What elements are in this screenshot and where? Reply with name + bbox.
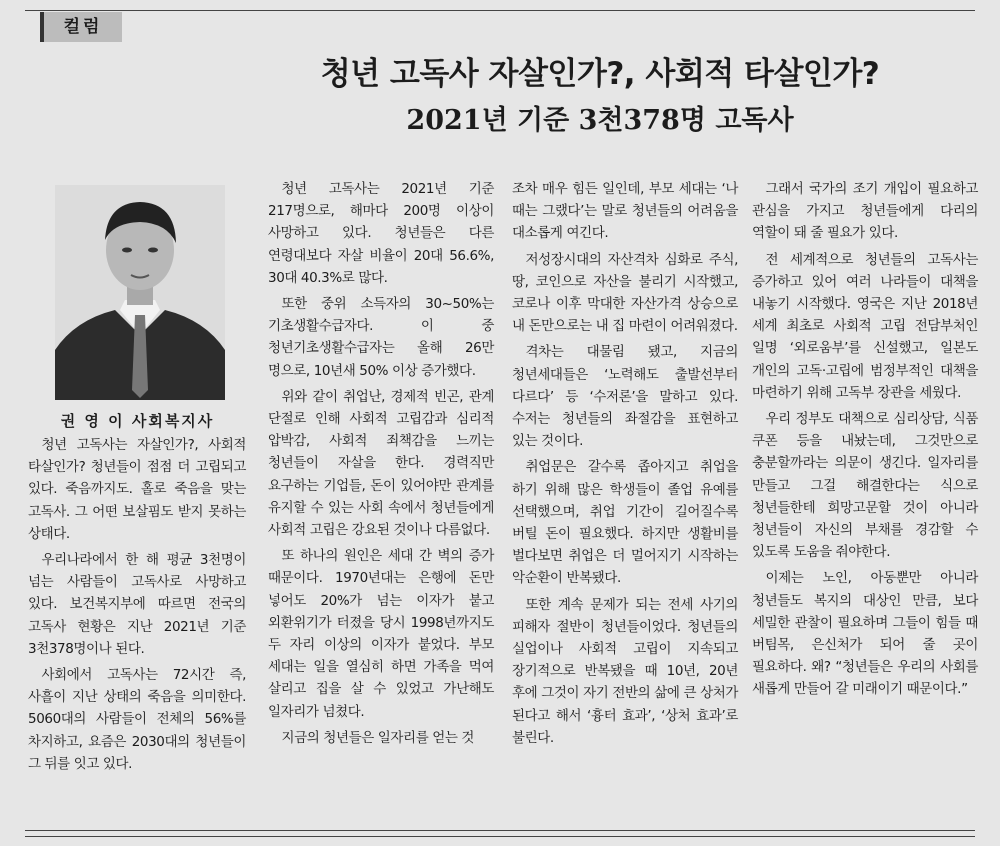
subheadline: 2021년 기준 3천378명 고독사: [406, 105, 794, 136]
paragraph: 또한 계속 문제가 되는 전세 사기의 피해자 절반이 청년들이었다. 청년들의 실업이나 사회적 고립이 지속되고 장기적으로 반복됐을 때 10년, 20년 후에 그것이 자기 전반의 삶에 큰 상처가 된다고 해서 ‘흉터 효과’, ‘상처 효과’로 불린다.: [512, 596, 738, 746]
article-column-3: [512, 178, 738, 753]
author-photo: [55, 185, 225, 400]
paragraph: 이제는 노인, 아동뿐만 아니라 청년들도 복지의 대상인 만큼, 보다 세밀한 관찰이 필요하며 그들이 힘들 때 버팀목, 은신처가 되어 줄 곳이 필요하다. 왜? “청년들은 우리의 사회를 새롭게 만들어 갈 미래이기 때문이다.”: [752, 570, 978, 698]
article-column-1: [28, 434, 246, 779]
paragraph: 우리 정부도 대책으로 심리상담, 식품 쿠폰 등을 내놨는데, 그것만으로 충분할까라는 의문이 생긴다. 일자리를 만들고 그걸 해결한다는 식으로 청년들한테 희망고문할 것이 아니라 청년들이 자신의 부채를 경감할 수 있도록 도움을 줘야한다.: [752, 411, 978, 561]
paragraph: 또한 중위 소득자의 30~50%는 기초생활수급자다. 이 중 청년기초생활수급자는 올해 26만 명으로, 10년새 50% 이상 증가했다.: [268, 296, 494, 379]
paragraph: 위와 같이 취업난, 경제적 빈곤, 관계 단절로 인해 사회적 고립감과 심리적 압박감, 사회적 죄책감을 느끼는 청년들이 자살을 한다. 경력직만 요구하는 기업들, 돈이 있어야만 관계를 유지할 수 있는 사회 속에서 청년들에게 사회적 고립은 강요된 것이나 다름없다.: [268, 388, 494, 539]
paragraph: 청년 고독사는 자살인가?, 사회적 타살인가? 청년들이 점점 더 고립되고 있다. 죽음까지도. 홀로 죽음을 맞는 고독사. 그 어떤 보살핌도 받지 못하는 상태다.: [28, 437, 246, 542]
section-label: 컬럼: [40, 12, 122, 42]
article-column-2: [268, 178, 494, 753]
bottom-rule: [25, 836, 975, 837]
top-rule: [25, 10, 975, 11]
paragraph: 우리나라에서 한 해 평균 3천명이 넘는 사람들이 고독사로 사망하고 있다. 보건복지부에 따르면 전국의 고독사 현황은 지난 2021년 기준 3천378명이나 된다.: [28, 552, 246, 657]
author-portrait-image: [55, 185, 225, 400]
paragraph: 지금의 청년들은 일자리를 얻는 것: [281, 729, 475, 746]
bottom-rule: [25, 830, 975, 831]
paragraph: 청년 고독사는 2021년 기준 217명으로, 해마다 200명 이상이 사망하고 있다. 청년들은 다른 연령대보다 자살 비율이 20대 56.6%, 30대 40.3%로 많다.: [268, 181, 494, 286]
headline: 청년 고독사 자살인가?, 사회적 타살인가?: [320, 56, 880, 92]
paragraph: 사회에서 고독사는 72시간 즉, 사흘이 지난 상태의 죽음을 의미한다. 5060대의 사람들이 전체의 56%를 차지하고, 요즘은 2030대의 청년들이 그 뒤를 잇고 있다.: [28, 667, 246, 772]
paragraph: 또 하나의 원인은 세대 간 벽의 증가 때문이다. 1970년대는 은행에 돈만 넣어도 20%가 넘는 이자가 붙고 외환위기가 터졌을 당시 1998년까지도 두 자리 이상의 이자가 붙었다. 부모 세대는 일을 열심히 하면 가족을 먹여 살리고 집을 살 수 있었고 가난해도 일자리가 넘쳤다.: [268, 548, 494, 720]
paragraph: 전 세계적으로 청년들의 고독사는 증가하고 있어 여러 나라들이 대책을 내놓기 시작했다. 영국은 지난 2018년 세계 최초로 사회적 고립 전담부처인 일명 ‘외로움부’를 신설했고, 일본도 개인의 고독·고립에 범정부적인 대책을 마련하기 위해 고독부 장관을 세웠다.: [752, 251, 978, 401]
author-byline: 권 영 이 사회복지사: [60, 412, 215, 430]
paragraph: 그래서 국가의 조기 개입이 필요하고 관심을 가지고 청년들에게 다리의 역할이 돼 줄 필요가 있다.: [752, 181, 978, 242]
article-column-4: [752, 178, 978, 705]
paragraph: 격차는 대물림 됐고, 지금의 청년세대들은 ‘노력해도 출발선부터 다르다’ 등 ‘수저론’을 말하고 있다. 수저는 청년들의 좌절감을 표현하고 있는 것이다.: [512, 344, 738, 450]
paragraph: 취업문은 갈수록 좁아지고 취업을 하기 위해 많은 학생들이 졸업 유예를 선택했으며, 취업 기간이 길어질수록 버틸 돈이 필요했다. 하지만 생활비를 벌다보면 취업은 더 멀어지기 시작하는 악순환이 반복됐다.: [512, 459, 738, 587]
paragraph: 저성장시대의 자산격차 심화로 주식, 땅, 코인으로 자산을 불리기 시작했고, 코로나 이후 막대한 자산가격 상승으로 내 돈만으로는 내 집 마련이 어려워졌다.: [512, 251, 738, 335]
paragraph: 조차 매우 힘든 일인데, 부모 세대는 ‘나 때는 그랬다’는 말로 청년들의 어려움을 대소롭게 여긴다.: [512, 181, 738, 242]
